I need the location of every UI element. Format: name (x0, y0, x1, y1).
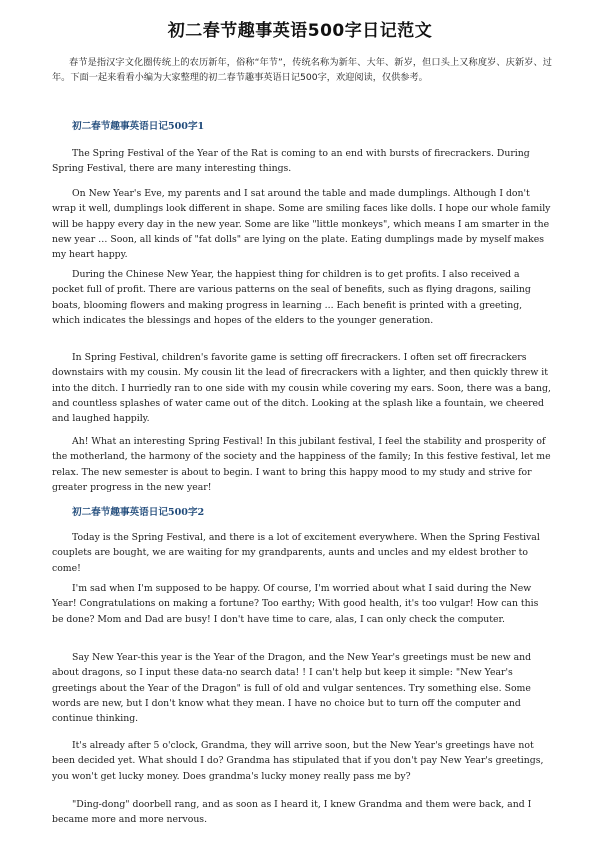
section-2-paragraph-1: Today is the Spring Festival, and there is a lot of excitement everywhere. When the Spring Festival couplets are bought, we are waiting for my grandparents, aunts and uncles and my eldest brother to come! (52, 532, 540, 574)
section-2-paragraph-2: I'm sad when I'm supposed to be happy. Of course, I'm worried about what I said during the New Year! Congratulations on making a fortune? Too earthy; With good health, it's too vulgar! How can this be done? Mom and Dad are busy! I don't have time to care, alas, I can only check the computer. (52, 583, 539, 625)
section-1-paragraph-5: Ah! What an interesting Spring Festival! In this jubilant festival, I feel the stability and prosperity of the motherland, the harmony of the society and the happiness of the family; In this festive festival, let me relax. The new semester is about to begin. I want to bring this happy mood to my study and strive for greater progress in the new year! (52, 436, 551, 493)
section-1-paragraph-2: On New Year's Eve, my parents and I sat around the table and made dumplings. Although I don't wrap it well, dumplings look different in shape. Some are smiling faces like dolls. I hope our whole family will be happy every day in the new year. Some are like "little monkeys", which means I am smarter in the new year … Soon, all kinds of "fat dolls" are lying on the plate. Eating dumplings made by myself makes my heart happy. (52, 188, 551, 261)
section-2-paragraph-3: Say New Year-this year is the Year of the Dragon, and the New Year's greetings must be new and about dragons, so I input these data-no search data! ! I can't help but keep it simple: "New Year's greetings about the Year of the Dragon" is full of old and vulgar sentences. Try something else. Some words are new, but I don't know what they mean. I have no choice but to turn off the computer and continue thinking. (52, 652, 532, 725)
section-1-paragraph-4: In Spring Festival, children's favorite game is setting off firecrackers. I often set off firecrackers downstairs with my cousin. My cousin lit the lead of firecrackers with a lighter, and then quickly threw it into the ditch. I hurriedly ran to one side with my cousin while covering my ears. Soon, there was a bang, and countless splashes of water came out of the ditch. Looking at the splash like a fountain, we cheered and laughed happily. (52, 352, 551, 425)
section-2-paragraph-5: "Ding-dong" doorbell rang, and as soon as I heard it, I knew Grandma and them were back, and I became more and more nervous. (52, 799, 532, 826)
section-1-paragraph-3: During the Chinese New Year, the happiest thing for children is to get profits. I also received a pocket full of profit. There are various patterns on the seal of benefits, such as flying dragons, sailing boats, blooming flowers and making progress in learning ... Each benefit is printed with a greeting, which indicates the blessings and hopes of the elders to the younger generation. (52, 269, 531, 326)
intro-paragraph: 春节是指汉字文化圈传统上的农历新年，俗称“年节”，传统名称为新年、大年、新岁，但口头上又称度岁、庆新岁、过年。下面一起来看看小编为大家整理的初二春节趣事英语日记500字，欢迎阅读，仅供参考。 (52, 57, 552, 83)
page-title: 初二春节趣事英语500字日记范文 (167, 21, 433, 41)
section-heading-1: 初二春节趣事英语日记500字1 (72, 121, 205, 132)
section-1-paragraph-1: The Spring Festival of the Year of the Rat is coming to an end with bursts of firecrackers. During Spring Festival, there are many interesting things. (52, 148, 530, 175)
section-heading-2: 初二春节趣事英语日记500字2 (72, 507, 205, 518)
section-2-paragraph-4: It's already after 5 o'clock, Grandma, they will arrive soon, but the New Year's greetings have not been decided yet. What should I do? Grandma has stipulated that if you don't pay New Year's greetings, you won't get lucky money. Does grandma's lucky money really pass me by? (52, 740, 544, 782)
